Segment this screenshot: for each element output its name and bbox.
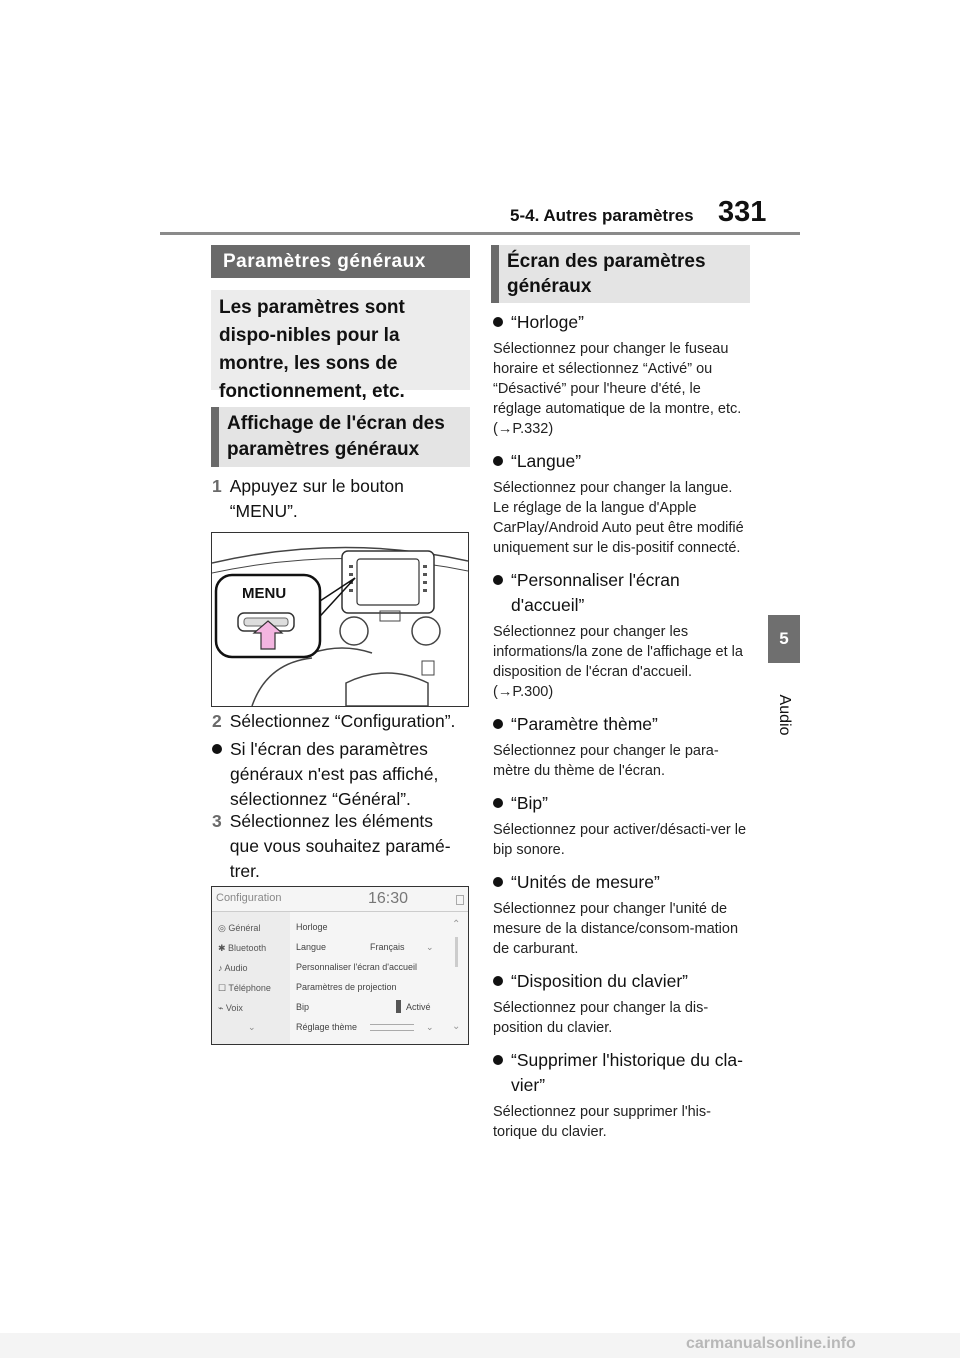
item-theme-title: “Paramètre thème”: [511, 714, 658, 734]
step-1-text: Appuyez sur le bouton “MENU”.: [229, 476, 404, 521]
chapter-tab-label: [770, 680, 798, 750]
item-units-title: “Unités de mesure”: [511, 872, 660, 892]
scroll-up-icon: ⌃: [452, 919, 461, 930]
chapter-tab-number: 5: [779, 629, 789, 648]
config-side-item-general: ◎ Général: [218, 923, 261, 933]
section-title-settings-screen: Écran des paramètres généraux: [491, 245, 750, 303]
step-3: [212, 809, 464, 884]
bullet-icon: [493, 456, 503, 466]
bullet-icon: [493, 719, 503, 729]
item-clock-desc: Sélectionnez pour changer le fuseau horaire et sélectionnez “Activé” ou “Désactivé” pour l'heure d'été, le réglage automatique de la montre, etc. (→P.332): [493, 341, 742, 437]
item-home-screen: [493, 568, 749, 702]
menu-label: MENU: [242, 585, 287, 602]
config-row-clock: Horloge: [296, 922, 328, 932]
config-sidebar: [212, 912, 290, 1044]
item-beep-title: “Bip”: [511, 793, 548, 813]
bullet-icon: [493, 317, 503, 327]
section-title-general-settings: Paramètres généraux: [211, 245, 470, 278]
item-keyboard-layout-desc: Sélectionnez pour changer la dis-position du clavier.: [493, 1000, 709, 1036]
step-3-number: 3: [212, 811, 222, 831]
item-beep: [493, 791, 749, 860]
config-side-item-bluetooth: ✱ Bluetooth: [218, 943, 267, 953]
config-side-item-audio: ♪ Audio: [218, 963, 248, 973]
item-keyboard-layout-title: “Disposition du clavier”: [511, 971, 689, 991]
item-home-screen-desc: Sélectionnez pour changer les informations/la zone de l'affichage et la disposition de l'écran d'accueil. (→P.300): [493, 624, 743, 700]
step-1-number: 1: [212, 476, 222, 496]
item-keyboard-history-title: “Supprimer l'historique du cla-vier”: [511, 1050, 743, 1095]
dashboard-figure: [211, 532, 469, 707]
config-rows: [292, 912, 452, 1044]
item-beep-desc: Sélectionnez pour activer/désacti-ver le bip sonore.: [493, 822, 747, 858]
bullet-icon: [493, 976, 503, 986]
bullet-icon: [493, 798, 503, 808]
item-clock: [493, 310, 749, 439]
config-row-theme: Réglage thème ⌄: [296, 1022, 434, 1032]
bullet-icon: [493, 575, 503, 585]
config-screen-title: Configuration: [216, 892, 282, 904]
bullet-general: [212, 737, 464, 812]
bullet-icon: [493, 1055, 503, 1065]
step-2-text: Sélectionnez “Configuration”.: [229, 711, 456, 731]
item-keyboard-layout: [493, 969, 749, 1038]
intro-box: Les paramètres sont dispo-nibles pour la montre, les sons de fonctionnement, etc.: [211, 290, 470, 390]
scrollbar: [455, 937, 458, 967]
step-2-number: 2: [212, 711, 222, 731]
item-units: [493, 870, 749, 959]
subsection-title-display: Affichage de l'écran des paramètres généraux: [211, 407, 470, 467]
item-units-desc: Sélectionnez pour changer l'unité de mesure de la distance/consom-mation de carburant.: [493, 901, 739, 957]
item-home-screen-title: “Personnaliser l'écran d'accueil”: [511, 570, 680, 615]
dashboard-illustration: [212, 533, 468, 706]
footer-watermark: carmanualsonline.info: [686, 1335, 856, 1352]
item-keyboard-history: [493, 1048, 749, 1142]
settings-item-list: [493, 310, 749, 1152]
config-row-home-screen: Personnaliser l'écran d'accueil: [296, 962, 417, 972]
step-2: [212, 709, 467, 734]
config-row-beep: Bip Activé: [296, 1002, 431, 1012]
item-language: [493, 449, 749, 558]
configuration-screen-figure: [211, 886, 469, 1045]
bullet-icon: [493, 877, 503, 887]
chapter-tab-label-text: Audio: [776, 694, 793, 736]
item-keyboard-history-desc: Sélectionnez pour supprimer l'his-torique du clavier.: [493, 1104, 711, 1140]
bullet-general-text: Si l'écran des paramètres généraux n'est pas affiché, sélectionnez “Général”.: [230, 739, 439, 809]
item-theme: [493, 712, 749, 781]
scroll-down-icon: ⌄: [452, 1021, 461, 1032]
item-language-title: “Langue”: [511, 451, 582, 471]
chevron-down-icon: ⌄: [248, 1022, 256, 1032]
item-clock-title: “Horloge”: [511, 312, 584, 332]
config-row-language: Langue Français ⌄: [296, 942, 434, 952]
chapter-tab: [768, 615, 800, 663]
step-3-text: Sélectionnez les éléments que vous souhaitez paramé-trer.: [229, 811, 451, 881]
config-side-item-voice: ⌁ Voix: [218, 1003, 243, 1013]
item-language-desc: Sélectionnez pour changer la langue. Le réglage de la langue d'Apple CarPlay/Android Auto peut être modifié uniquement sur le dis-positif connecté.: [493, 480, 744, 556]
chapter-heading: 5-4. Autres paramètres: [510, 206, 694, 225]
config-screen-time: 16:30: [368, 890, 409, 907]
header-rule: [160, 232, 800, 235]
config-side-item-phone: ☐ Téléphone: [218, 983, 271, 993]
bullet-icon: [212, 744, 222, 754]
config-row-projection: Paramètres de projection: [296, 982, 397, 992]
item-theme-desc: Sélectionnez pour changer le para-mètre du thème de l'écran.: [493, 743, 719, 779]
page-number: 331: [718, 196, 767, 228]
lock-icon: [456, 895, 464, 905]
step-1: [212, 474, 467, 524]
